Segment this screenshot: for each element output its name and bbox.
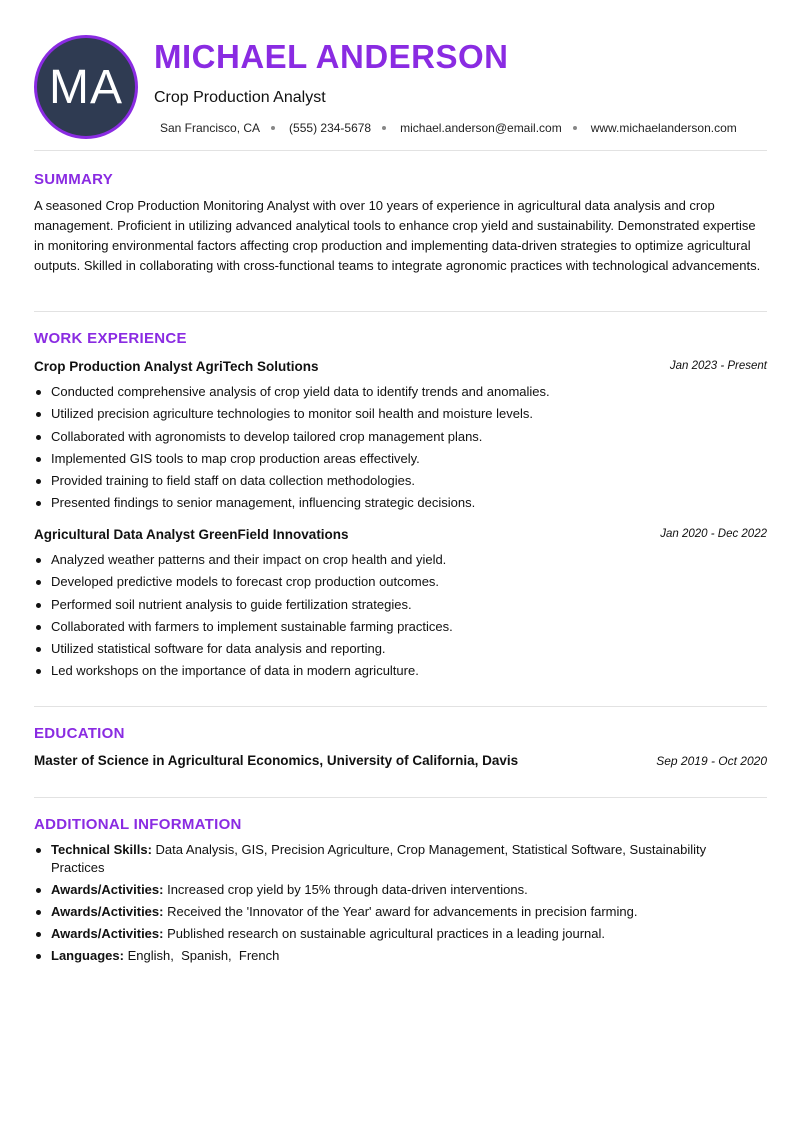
item-label: Awards/Activities: <box>51 882 164 897</box>
item-text: Published research on sustainable agricultural practices in a leading journal. <box>167 926 606 941</box>
list-item: Collaborated with farmers to implement sustainable farming practices. <box>34 616 767 638</box>
separator-dot-icon <box>382 126 386 130</box>
list-item: Utilized precision agriculture technologies to monitor soil health and moisture levels. <box>34 403 767 425</box>
job-dates: Jan 2020 - Dec 2022 <box>660 528 767 540</box>
item-label: Languages: <box>51 948 124 963</box>
list-item <box>34 881 767 899</box>
list-item: Utilized statistical software for data analysis and reporting. <box>34 638 767 660</box>
job-bullet-list <box>34 381 767 515</box>
candidate-title: Crop Production Analyst <box>154 89 326 106</box>
divider <box>34 706 767 707</box>
education-entry <box>34 753 767 771</box>
job-title: Crop Production Analyst AgriTech Solutions <box>34 359 319 374</box>
contact-phone: (555) 234-5678 <box>289 121 372 135</box>
summary-heading: SUMMARY <box>34 171 114 188</box>
list-item: Collaborated with agronomists to develop tailored crop management plans. <box>34 426 767 448</box>
education-dates: Sep 2019 - Oct 2020 <box>656 754 767 768</box>
job-dates: Jan 2023 - Present <box>669 360 767 372</box>
additional-info-list <box>34 841 767 969</box>
list-item: Developed predictive models to forecast crop production outcomes. <box>34 571 767 593</box>
job-title: Agricultural Data Analyst GreenField Innovations <box>34 527 349 542</box>
list-item: Implemented GIS tools to map crop production areas effectively. <box>34 448 767 470</box>
avatar <box>34 35 138 139</box>
education-degree: Master of Science in Agricultural Economics, University of California, Davis <box>34 753 519 768</box>
list-item <box>34 841 741 877</box>
contact-bar <box>160 121 737 135</box>
job-header <box>34 359 767 377</box>
summary-text: A seasoned Crop Production Monitoring Analyst with over 10 years of experience in agricultural data analysis and crop management. Proficient in utilizing advanced analytical tools to enhance crop yield and sustainability. Demonstrated expertise in monitoring environmental factors affecting crop production and implementing data-driven strategies to optimize agricultural outputs. Skilled in collaborating with cross-functional teams to integrate agronomic practices with technological advancements. <box>34 198 761 273</box>
contact-location: San Francisco, CA <box>160 121 261 135</box>
candidate-name: MICHAEL ANDERSON <box>154 38 509 75</box>
contact-email[interactable]: michael.anderson@email.com <box>400 121 562 135</box>
item-label: Awards/Activities: <box>51 926 164 941</box>
item-text: English, Spanish, French <box>127 948 280 963</box>
separator-dot-icon <box>573 126 577 130</box>
education-heading: EDUCATION <box>34 725 125 742</box>
list-item: Conducted comprehensive analysis of crop yield data to identify trends and anomalies. <box>34 381 767 403</box>
item-label: Awards/Activities: <box>51 904 164 919</box>
additional-information-heading: ADDITIONAL INFORMATION <box>34 816 242 833</box>
job-bullet-list <box>34 549 767 683</box>
list-item: Led workshops on the importance of data in modern agriculture. <box>34 660 767 682</box>
list-item <box>34 947 767 965</box>
avatar-initials: MA <box>49 60 123 114</box>
list-item: Performed soil nutrient analysis to guide fertilization strategies. <box>34 594 767 616</box>
divider <box>34 311 767 312</box>
divider <box>34 150 767 151</box>
job-header <box>34 527 767 545</box>
item-text: Received the 'Innovator of the Year' award for advancements in precision farming. <box>167 904 638 919</box>
separator-dot-icon <box>271 126 275 130</box>
list-item: Presented findings to senior management, influencing strategic decisions. <box>34 492 767 514</box>
item-text: Increased crop yield by 15% through data-driven interventions. <box>167 882 528 897</box>
list-item: Provided training to field staff on data collection methodologies. <box>34 470 767 492</box>
item-label: Technical Skills: <box>51 842 152 857</box>
item-text: Data Analysis, GIS, Precision Agriculture, Crop Management, Statistical Software, Sustainability Practices <box>51 842 707 875</box>
work-experience-heading: WORK EXPERIENCE <box>34 330 187 347</box>
divider <box>34 797 767 798</box>
contact-website[interactable]: www.michaelanderson.com <box>590 121 737 135</box>
list-item <box>34 903 767 921</box>
list-item: Analyzed weather patterns and their impact on crop health and yield. <box>34 549 767 571</box>
list-item <box>34 925 767 943</box>
